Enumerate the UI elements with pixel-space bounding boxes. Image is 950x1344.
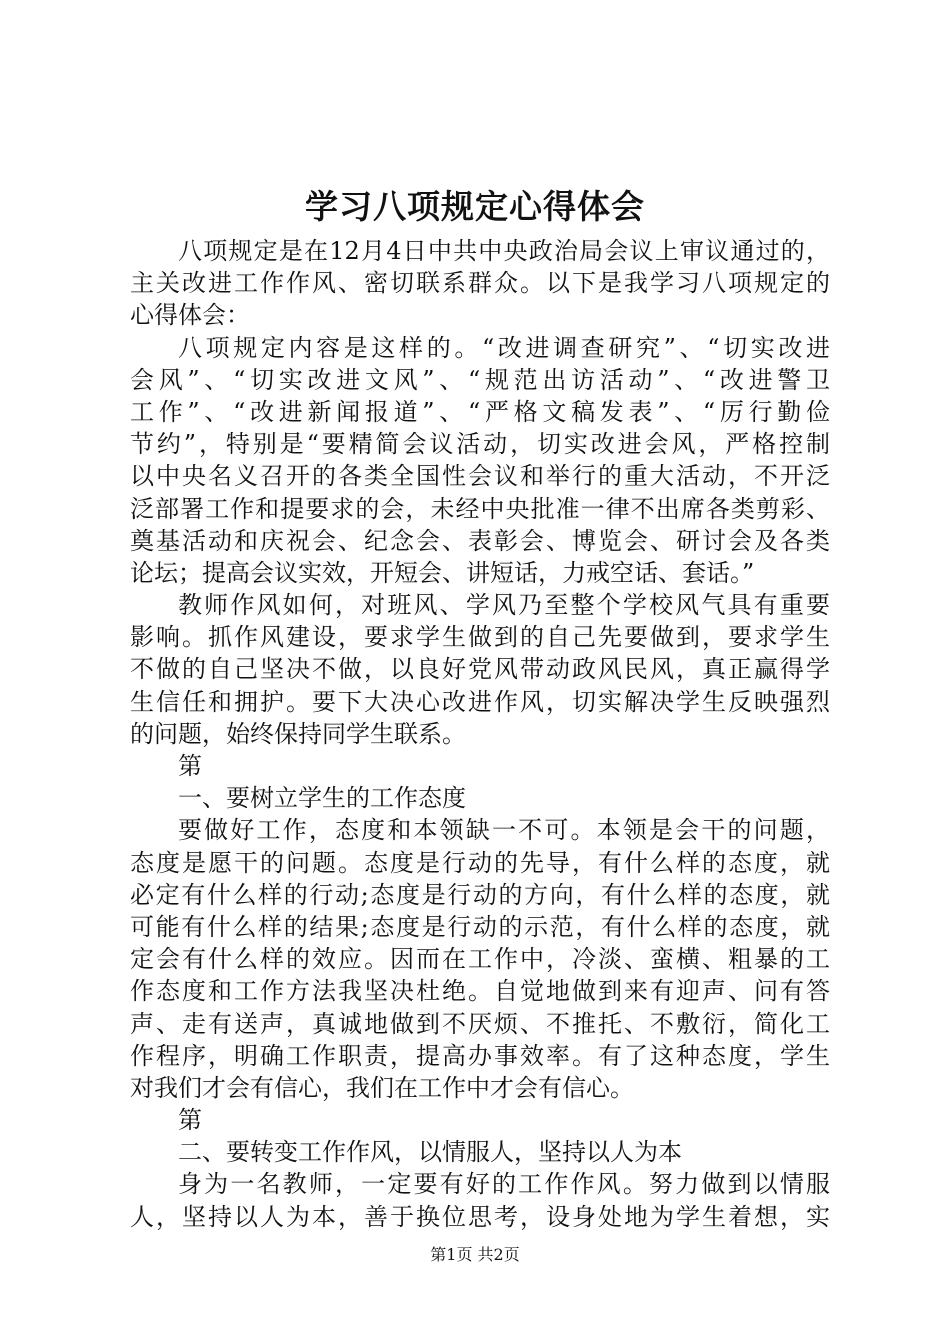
text-line: 对我们才会有信心，我们在工作中才会有信心。 <box>130 1073 634 1102</box>
text-line: 工作”、“改进新闻报道”、“严格文稿发表”、“厉行勤俭 <box>130 397 830 426</box>
text-line: 可能有什么样的结果;态度是行动的示范，有什么样的态度，就 <box>130 912 830 941</box>
text-line: 不做的自己坚决不做，以良好党风带动政风民风，真正赢得学 <box>130 655 830 684</box>
text-line: 二、要转变工作作风，以情服人，坚持以人为本 <box>178 1138 682 1167</box>
document-title: 学习八项规定心得体会 <box>305 187 645 226</box>
text-line: 生信任和拥护。要下大决心改进作风，切实解决学生反映强烈 <box>130 687 830 716</box>
text-line: 八项规定内容是这样的。“改进调查研究”、“切实改进 <box>178 333 830 362</box>
text-line: 会风”、“切实改进文风”、“规范出访活动”、“改进警卫 <box>130 365 830 394</box>
text-line: 作态度和工作方法我坚决杜绝。自觉地做到来有迎声、问有答 <box>130 977 830 1006</box>
text-line: 第 <box>178 752 202 780</box>
text-line: 要做好工作，态度和本领缺一不可。本领是会干的问题， <box>178 816 830 845</box>
text-line: 教师作风如何，对班风、学风乃至整个学校风气具有重要 <box>178 591 830 620</box>
text-line: 身为一名教师，一定要有好的工作作风。努力做到以情服 <box>178 1170 830 1199</box>
text-line: 态度是愿干的问题。态度是行动的先导，有什么样的态度，就 <box>130 848 830 877</box>
text-line: 定会有什么样的效应。因而在工作中，冷淡、蛮横、粗暴的工 <box>130 945 830 974</box>
text-line: 泛部署工作和提要求的会，未经中央批准一律不出席各类剪彩、 <box>130 494 830 523</box>
document-body <box>130 235 830 1233</box>
page-footer: 第1页 共2页 <box>430 1245 520 1264</box>
text-line: 声、走有送声，真诚地做到不厌烦、不推托、不敷衍，简化工 <box>130 1009 830 1038</box>
text-line: 心得体会： <box>130 301 250 330</box>
text-line: 的问题，始终保持同学生联系。 <box>130 719 466 748</box>
text-line: 以中央名义召开的各类全国性会议和举行的重大活动，不开泛 <box>130 462 830 491</box>
text-line: 必定有什么样的行动;态度是行动的方向，有什么样的态度，就 <box>130 880 830 909</box>
text-line: 主关改进工作作风、密切联系群众。以下是我学习八项规定的 <box>130 269 830 298</box>
text-line: 作程序，明确工作职责，提高办事效率。有了这种态度，学生 <box>130 1041 830 1070</box>
text-line: 八项规定是在12月4日中共中央政治局会议上审议通过的， <box>178 237 830 265</box>
text-line: 论坛；提高会议实效，开短会、讲短话，力戒空话、套话。” <box>130 558 755 587</box>
text-line: 人，坚持以人为本，善于换位思考，设身处地为学生着想，实 <box>130 1202 830 1231</box>
text-line: 奠基活动和庆祝会、纪念会、表彰会、博览会、研讨会及各类 <box>130 526 830 555</box>
text-line: 节约”，特别是“要精简会议活动，切实改进会风，严格控制 <box>130 430 830 459</box>
text-line: 一、要树立学生的工作态度 <box>178 784 466 813</box>
text-line: 第 <box>178 1106 202 1135</box>
text-line: 影响。抓作风建设，要求学生做到的自己先要做到，要求学生 <box>130 623 830 652</box>
